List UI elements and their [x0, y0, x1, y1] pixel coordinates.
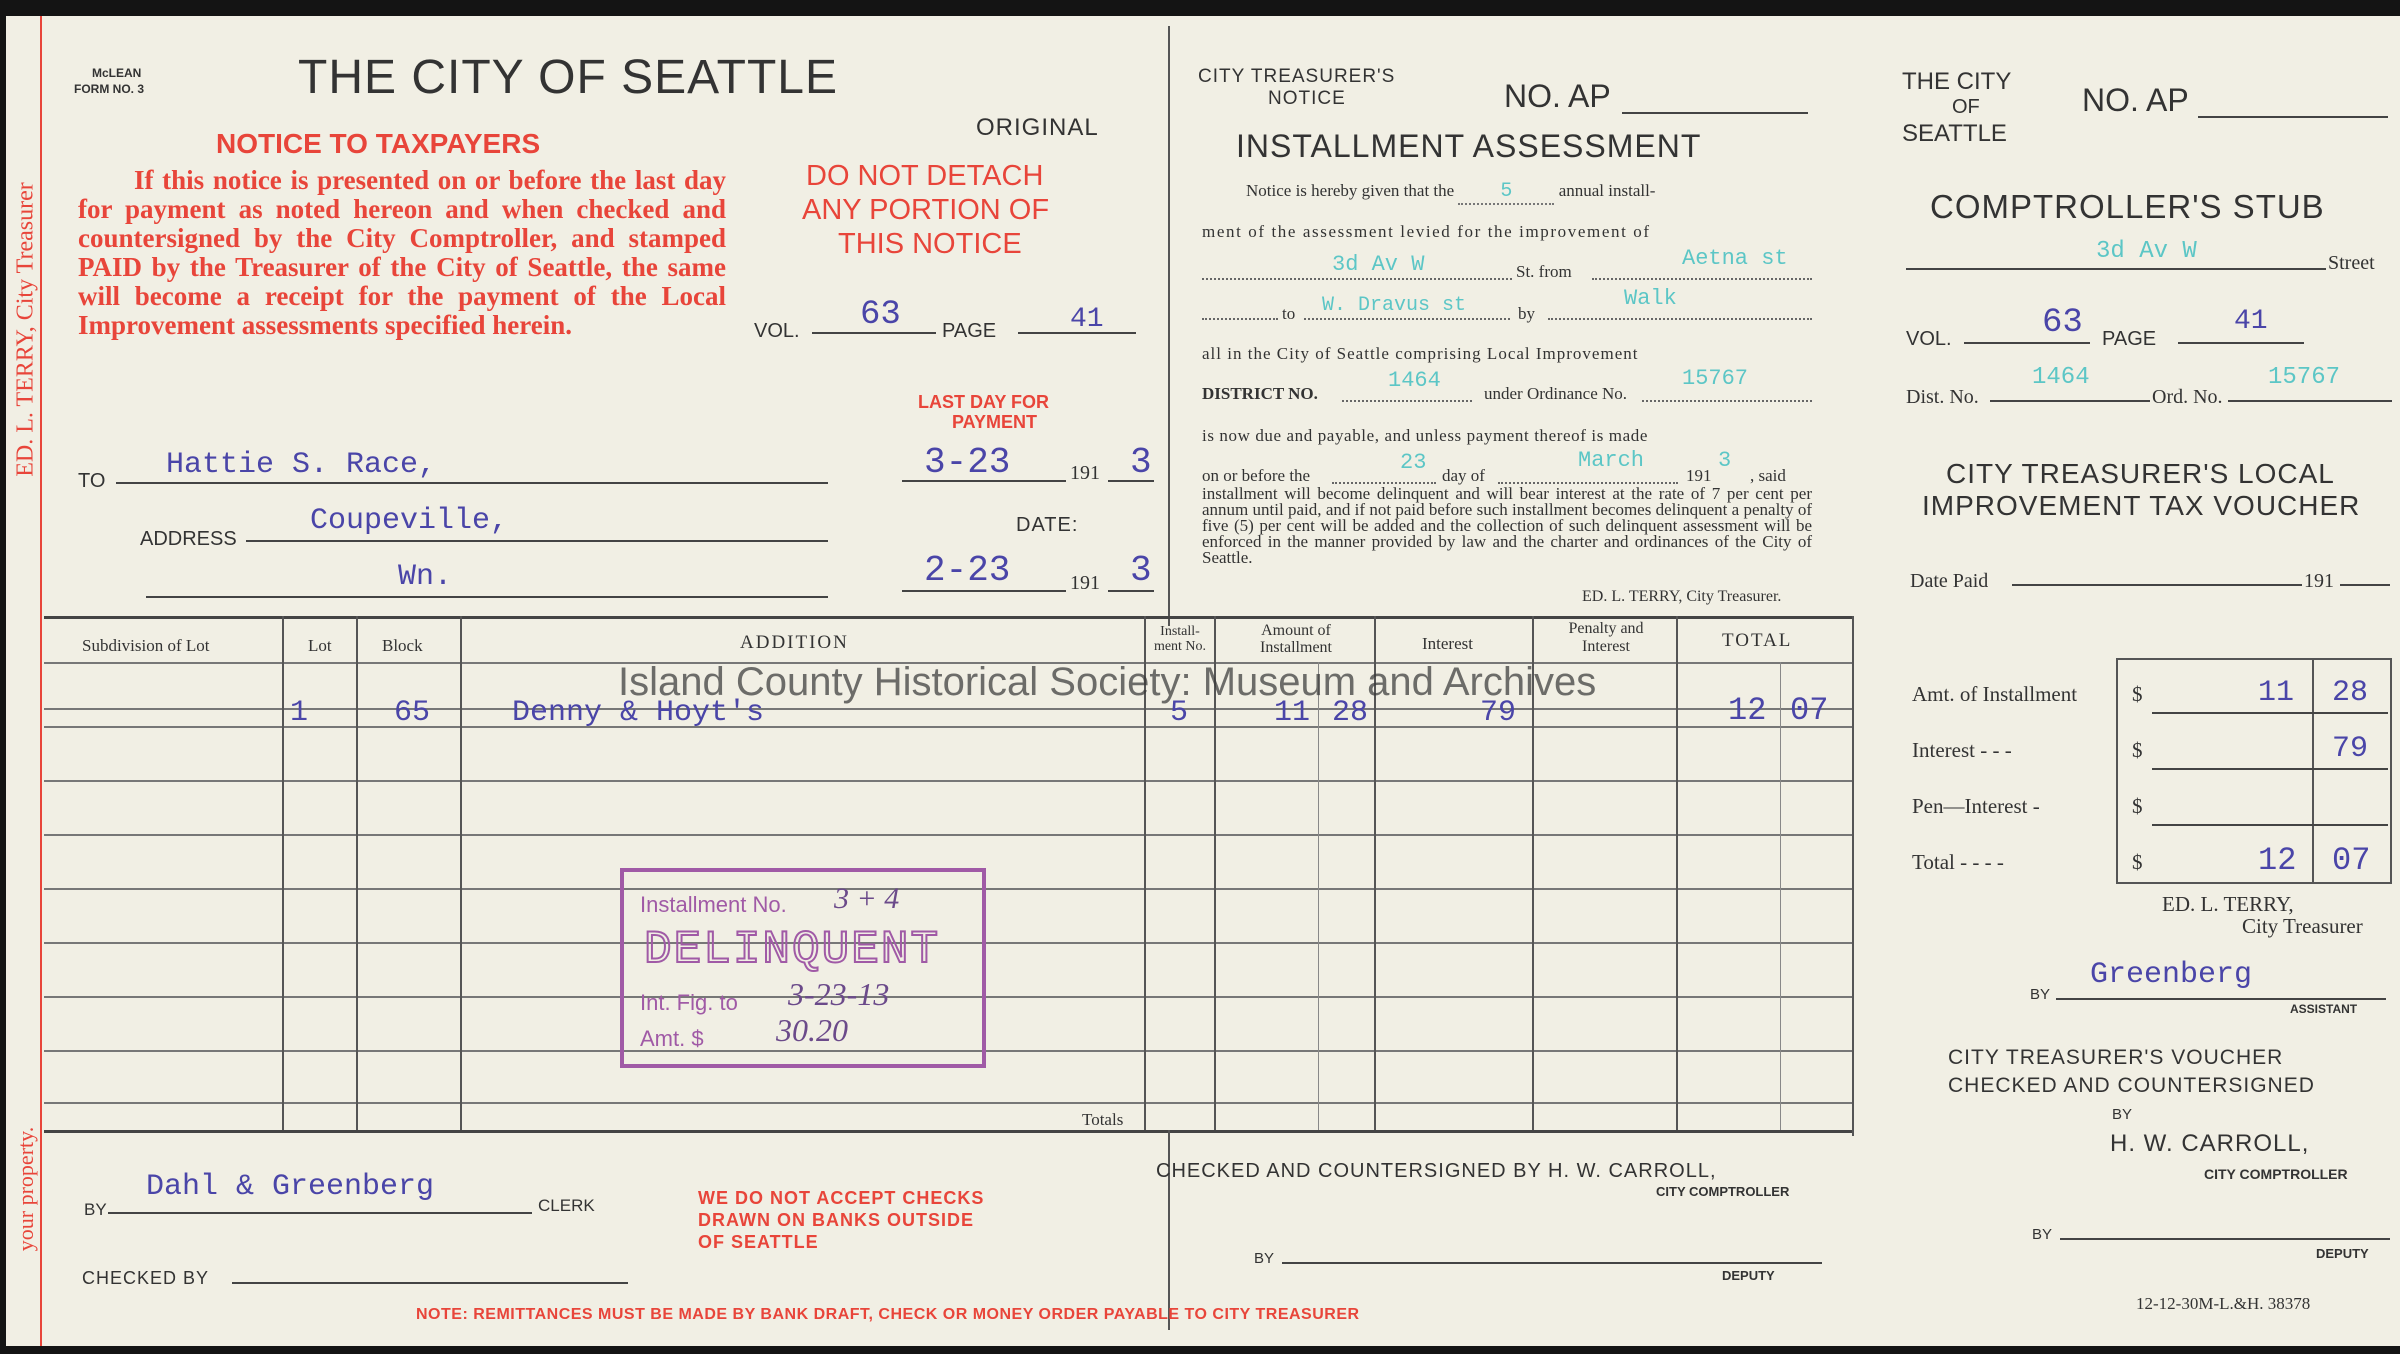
stub-comptroller: CITY COMPTROLLER: [2204, 1166, 2348, 1182]
page-value: 41: [1070, 304, 1104, 335]
stamp-amt: 30.20: [776, 1012, 848, 1048]
stub-page: 41: [2234, 306, 2268, 337]
checks-notice-3: OF SEATTLE: [698, 1232, 819, 1252]
stub-by-label: BY: [2030, 986, 2051, 1003]
to-dots-a: [1202, 318, 1278, 320]
cell-total-cents: 07: [1790, 692, 1829, 729]
col-divider-8: [1676, 616, 1678, 1130]
assessment-by: Walk: [1624, 286, 1677, 311]
assessment-t9: is now due and payable, and unless payment thereof is made: [1202, 426, 1648, 445]
col-divider-8b: [1780, 662, 1781, 1130]
col-amount: Amount of Installment: [1260, 622, 1332, 656]
remittance-note: NOTE: REMITTANCES MUST BE MADE BY BANK DRAFT, CHECK OR MONEY ORDER PAYABLE TO CITY TREASURER: [416, 1306, 1360, 1323]
date-value: 2-23: [924, 550, 1011, 591]
stamp-installment-label: Installment No.: [640, 892, 787, 917]
stub-ord-label: Ord. No.: [2152, 386, 2223, 408]
cell-interest: 79: [1480, 696, 1517, 730]
assessment-year: 3: [1718, 448, 1732, 473]
col-subdivision: Subdivision of Lot: [82, 636, 210, 655]
stub-cents-divider: [2312, 658, 2314, 882]
assessment-district: 1464: [1388, 368, 1441, 393]
table-top-rule: [44, 616, 1852, 619]
checks-notice-2: DRAWN ON BANKS OUTSIDE: [698, 1210, 975, 1230]
do-not-detach-1: DO NOT DETACH: [806, 160, 1044, 192]
footer-by-label-2: BY: [1254, 1250, 1275, 1267]
last-day-line: [902, 480, 1066, 482]
table-row-rule-1: [44, 708, 1852, 710]
stub-amount-line-1: [2152, 768, 2388, 770]
do-not-detach-3: THIS NOTICE: [838, 228, 1022, 260]
form-maker: McLEAN: [92, 66, 142, 80]
stub-amount-cents-1: 79: [2332, 732, 2369, 766]
address-1: Coupeville,: [310, 504, 509, 538]
stub-deputy: DEPUTY: [2316, 1246, 2369, 1261]
col-divider-5b: [1318, 662, 1319, 1130]
stamp-installment: 3 + 4: [834, 882, 900, 915]
stub-amount-line-0: [2152, 712, 2388, 714]
tax-notice-document: [6, 16, 2400, 1346]
stub-street-line: [1906, 268, 2326, 270]
assessment-t4: St. from: [1516, 262, 1572, 281]
address-label: ADDRESS: [140, 528, 237, 550]
do-not-detach-2: ANY PORTION OF: [802, 194, 1050, 226]
last-day-year-prefix: 191: [1070, 462, 1100, 484]
cell-amount-cents: 28: [1332, 696, 1369, 730]
assessment-signed: ED. L. TERRY, City Treasurer.: [1582, 588, 1782, 605]
voucher-checked-3: BY: [2112, 1106, 2133, 1123]
installment-assessment-title: INSTALLMENT ASSESSMENT: [1236, 128, 1702, 164]
district-dots: [1342, 400, 1472, 402]
voucher-checked-2: CHECKED AND COUNTERSIGNED: [1948, 1074, 2315, 1097]
date-year-prefix: 191: [1070, 572, 1100, 594]
stub-amount-dollars-3: 12: [2258, 842, 2297, 879]
watermark: Island County Historical Society: Museum and Archives: [618, 660, 1597, 704]
footer-by-label: BY: [84, 1200, 107, 1219]
col-block: Block: [382, 636, 423, 655]
col-lot: Lot: [308, 636, 332, 655]
assessment-t5: to: [1282, 304, 1296, 323]
assessment-day: 23: [1400, 450, 1427, 475]
ordinance-dots: [1642, 400, 1812, 402]
col-interest: Interest: [1422, 634, 1473, 653]
col-penalty: Penalty and Interest: [1568, 620, 1644, 655]
assessment-t11: day of: [1442, 466, 1485, 485]
form-number: FORM NO. 3: [74, 82, 145, 96]
stub-vol-label: VOL.: [1906, 328, 1952, 350]
stamp-int-to: 3-23-13: [788, 976, 890, 1012]
footer-clerk-line: [108, 1212, 532, 1214]
vol-label: VOL.: [754, 320, 800, 342]
col-divider-3: [460, 616, 462, 1130]
stub-city-3: SEATTLE: [1902, 120, 2007, 147]
stub-deputy-line: [2060, 1238, 2390, 1240]
district-label: DISTRICT NO.: [1202, 384, 1318, 403]
stub-amount-line-2: [2152, 824, 2388, 826]
clerk-name: Dahl & Greenberg: [146, 1170, 435, 1204]
stub-amount-cents-0: 28: [2332, 676, 2369, 710]
stamp-amt-label: Amt. $: [640, 1026, 704, 1051]
assessment-installment-no: 5: [1458, 180, 1554, 205]
city-title: THE CITY OF SEATTLE: [298, 51, 838, 104]
stub-city-1: THE CITY: [1902, 68, 2012, 95]
assessment-street: 3d Av W: [1332, 252, 1425, 277]
assessment-text-1: [1202, 180, 1812, 205]
assessment-t8: under Ordinance No.: [1484, 384, 1628, 403]
date-year-line: [1108, 590, 1154, 592]
to-label: TO: [78, 470, 106, 492]
stub-vol-line: [1964, 342, 2090, 344]
footer-deputy: DEPUTY: [1722, 1268, 1775, 1283]
voucher-title-2: IMPROVEMENT TAX VOUCHER: [1922, 490, 2361, 521]
stamp-word: DELINQUENT: [644, 924, 941, 976]
checked-by-label: CHECKED BY: [82, 1268, 210, 1288]
date-line: [902, 590, 1066, 592]
countersigned-text: CHECKED AND COUNTERSIGNED BY H. W. CARROLL,: [1156, 1160, 1717, 1182]
col-installment-no: Install-ment No.: [1153, 624, 1207, 654]
stub-carroll: H. W. CARROLL,: [2110, 1130, 2310, 1157]
date-paid-line: [2012, 584, 2302, 586]
clerk-label: CLERK: [538, 1196, 595, 1215]
stub-amount-cents-3: 07: [2332, 842, 2371, 879]
assessment-t2: annual install-: [1558, 181, 1656, 200]
from-dots: [1592, 278, 1812, 280]
voucher-checked-1: CITY TREASURER'S VOUCHER: [1948, 1046, 2284, 1069]
date-year: 3: [1130, 550, 1152, 591]
notice-title: NOTICE TO TAXPAYERS: [216, 128, 541, 159]
last-day-label-2: PAYMENT: [952, 412, 1038, 432]
stub-dist-line: [1990, 400, 2150, 402]
stub-amount-cur-2: $: [2132, 794, 2143, 818]
checked-by-line: [232, 1282, 628, 1284]
delinquent-stamp: [620, 868, 986, 1068]
notice-number-line: [1622, 112, 1808, 114]
table-row-rule-2: [44, 726, 1852, 728]
stub-street-label: Street: [2328, 252, 2375, 274]
cell-addition: Denny & Hoyt's: [512, 696, 765, 730]
margin-side-print: ED. L. TERRY, City Treasurer: [12, 182, 39, 477]
vol-value: 63: [860, 296, 901, 334]
notice-number-label: NO. AP: [1504, 78, 1611, 114]
last-day-label-1: LAST DAY FOR: [918, 392, 1050, 412]
date-label: DATE:: [1016, 514, 1079, 536]
assessment-ordinance: 15767: [1682, 366, 1749, 391]
assessment-month: March: [1578, 448, 1645, 473]
address-line-1: [246, 540, 828, 542]
stub-amount-label-0: Amt. of Installment: [1912, 682, 2078, 706]
stub-dist: 1464: [2032, 364, 2090, 391]
assessment-t12: 191: [1686, 466, 1712, 485]
date-paid-year-line: [2340, 584, 2390, 586]
stub-amount-cur-1: $: [2132, 738, 2143, 762]
stamp-int-label: Int. Fig. to: [640, 990, 738, 1015]
stub-treasurer-1: ED. L. TERRY,: [2162, 892, 2294, 916]
page-label: PAGE: [942, 320, 997, 342]
assessment-t10: on or before the: [1202, 466, 1311, 485]
assessment-t6: by: [1518, 304, 1535, 323]
footer-comptroller: CITY COMPTROLLER: [1656, 1184, 1790, 1199]
date-paid-year-prefix: 191: [2304, 570, 2334, 592]
last-day-year-line: [1108, 480, 1154, 482]
stub-amount-dollars-0: 11: [2258, 676, 2295, 710]
stub-treasurer-2: City Treasurer: [2242, 914, 2363, 938]
stub-by-line: [2056, 998, 2386, 1000]
footer-deputy-line: [1282, 1262, 1822, 1264]
stub-vol: 63: [2042, 304, 2083, 342]
stub-amount-cur-3: $: [2132, 850, 2143, 874]
divider-stub: [1852, 616, 1854, 1136]
assessment-to: W. Dravus st: [1322, 294, 1467, 317]
address-2: Wn.: [398, 560, 453, 594]
stub-assistant-name: Greenberg: [2090, 958, 2253, 992]
cell-amount-dollars: 11: [1274, 696, 1311, 730]
col-total: TOTAL: [1722, 630, 1793, 651]
original-label: ORIGINAL: [976, 114, 1099, 141]
table-bottom-rule: [44, 1130, 1852, 1133]
col-divider-2: [356, 616, 358, 1130]
voucher-title-1: CITY TREASURER'S LOCAL: [1946, 458, 2335, 489]
assessment-t13: , said: [1750, 466, 1786, 485]
stub-assistant: ASSISTANT: [2290, 1002, 2358, 1016]
print-code: 12-12-30M-L.&H. 38378: [2136, 1294, 2311, 1313]
margin-side-bottom: your property.: [13, 1126, 38, 1252]
col-addition: ADDITION: [740, 632, 849, 653]
table-row-rule-3: [44, 780, 1852, 782]
assessment-t7: all in the City of Seattle comprising Local Improvement: [1202, 344, 1639, 363]
assessment-rest: installment will become delinquent and will bear interest at the rate of 7 per cent per annum until paid, and if not paid before such installment becomes delinquent a penalty of five (5) per cent will be added and the collection of such delinquent assessment will be enforced in the manner provided by law and the charter and ordinances of the City of Seattle.: [1202, 484, 1812, 567]
col-divider-1: [282, 616, 284, 1130]
treasurer-notice-1: CITY TREASURER'S: [1198, 66, 1396, 87]
divider-left-middle: [1168, 26, 1170, 626]
stub-number-label: NO. AP: [2082, 82, 2189, 118]
address-line-2: [146, 596, 828, 598]
date-paid-label: Date Paid: [1910, 570, 1989, 592]
cell-lot: 1: [290, 696, 309, 730]
last-day-value: 3-23: [924, 442, 1011, 483]
cell-installment: 5: [1170, 696, 1189, 730]
assessment-t1: Notice is hereby given that the: [1246, 181, 1455, 200]
assessment-t3: ment of the assessment levied for the improvement of: [1202, 222, 1651, 241]
table-row-rule-4: [44, 834, 1852, 836]
stub-amount-cur-0: $: [2132, 682, 2143, 706]
stub-ord: 15767: [2268, 364, 2341, 391]
taxpayer-name: Hattie S. Race,: [166, 448, 437, 482]
stub-amount-label-1: Interest - - -: [1912, 738, 2012, 762]
by-dots: [1548, 318, 1812, 320]
table-row-rule-9: [44, 1102, 1852, 1104]
stub-street: 3d Av W: [2096, 238, 2197, 265]
assessment-from: Aetna st: [1682, 246, 1788, 271]
stub-amount-label-3: Total - - - -: [1912, 850, 2004, 874]
stub-page-line: [2178, 342, 2304, 344]
last-day-year: 3: [1130, 442, 1152, 483]
stub-page-label: PAGE: [2102, 328, 2157, 350]
stub-number-line: [2198, 116, 2388, 118]
stub-amount-label-2: Pen—Interest -: [1912, 794, 2040, 818]
to-line: [116, 482, 828, 484]
stub-city-2: OF: [1952, 96, 1980, 118]
treasurer-notice-2: NOTICE: [1268, 88, 1346, 109]
stub-ord-line: [2228, 400, 2392, 402]
comptroller-stub-title: COMPTROLLER'S STUB: [1930, 188, 2325, 225]
to-dots-b: [1304, 318, 1510, 320]
totals-label: Totals: [1082, 1110, 1124, 1129]
checks-notice-1: WE DO NOT ACCEPT CHECKS: [698, 1188, 985, 1208]
stub-dist-label: Dist. No.: [1906, 386, 1979, 408]
notice-paragraph: If this notice is presented on or before the last day for payment as noted hereon and when checked and countersigned by the City Comptroller, and stamped PAID by the Treasurer of the City of Seattle, the same will become a receipt for the payment of the Local Improvement assessments specified herein.: [78, 165, 726, 340]
cell-block: 65: [394, 696, 431, 730]
stub-by-label-2: BY: [2032, 1226, 2053, 1243]
cell-total-dollars: 12: [1728, 692, 1767, 729]
street-dots: [1202, 278, 1512, 280]
